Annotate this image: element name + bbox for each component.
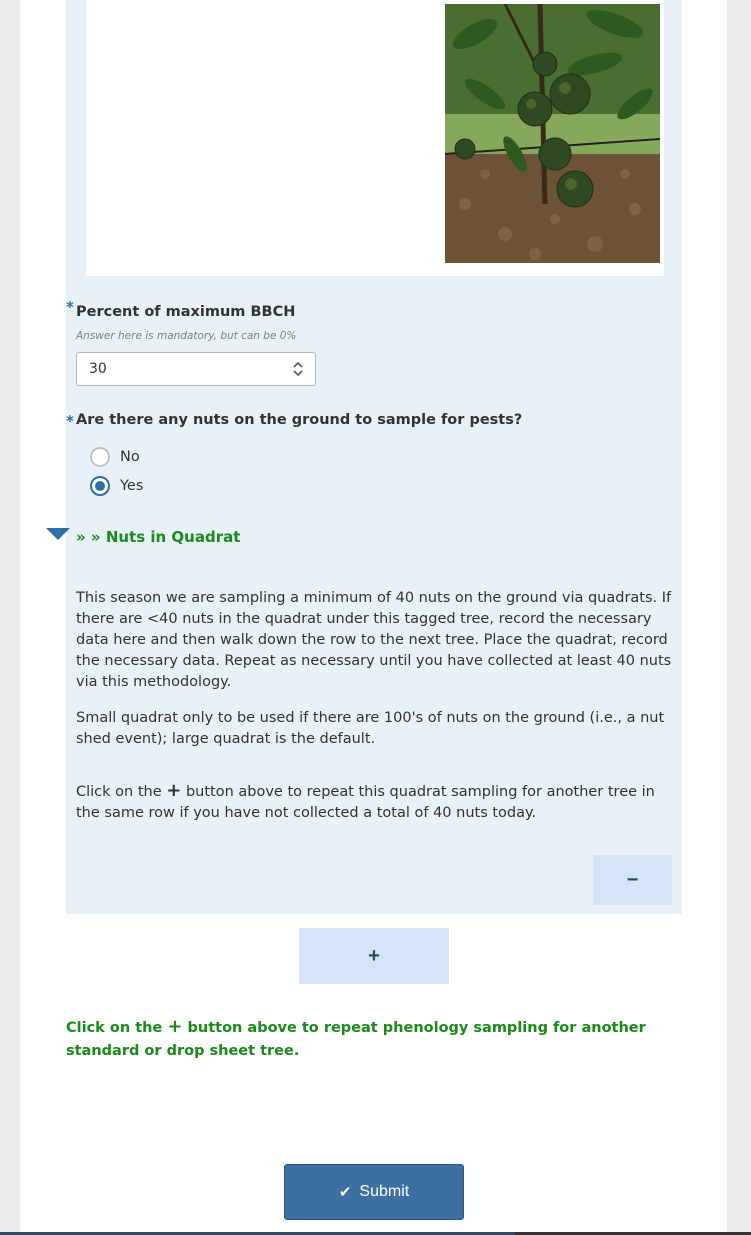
- phenology-repeat-note: [66, 1015, 686, 1063]
- spinner-icon[interactable]: [293, 360, 303, 378]
- percent-bbch-value: 30: [89, 361, 107, 377]
- para3-after: button above to repeat this quadrat sampling for another tree in the same row if you have not collected a total of 40 nuts today.: [76, 784, 655, 821]
- macadamia-photo: [445, 4, 660, 263]
- radio-option-yes[interactable]: [90, 476, 143, 496]
- radio-option-no[interactable]: [90, 447, 140, 467]
- remove-repeat-button[interactable]: −: [593, 855, 672, 905]
- required-marker: *: [66, 298, 74, 316]
- quadrat-instructions-1: This season we are sampling a minimum of 40 nuts on the ground via quadrats. If there are <40 nuts in the quadrat under this tagged tree, record the necessary data here and then walk down the row to the next tree. Place the quadrat, record the necessary data. Repeat as necessary until you have collected at least 40 nuts via this methodology.: [76, 590, 672, 690]
- plus-icon: +: [166, 780, 182, 801]
- nuts-ground-label: Are there any nuts on the ground to sample for pests?: [76, 412, 523, 428]
- collapse-triangle-icon[interactable]: [46, 528, 70, 540]
- radio-yes[interactable]: [90, 476, 110, 496]
- quadrat-section-title[interactable]: » » Nuts in Quadrat: [76, 528, 241, 546]
- image-card: [86, 0, 664, 276]
- quadrat-instructions-3: [76, 780, 676, 824]
- form-page: [20, 0, 727, 1235]
- note-before: Click on the: [66, 1020, 163, 1036]
- check-icon: ✔: [338, 1184, 352, 1201]
- radio-yes-label: Yes: [120, 478, 144, 494]
- radio-no[interactable]: [90, 447, 110, 467]
- add-repeat-button[interactable]: +: [299, 928, 449, 984]
- plus-icon-note: +: [167, 1016, 183, 1037]
- submit-button[interactable]: [284, 1164, 464, 1220]
- required-marker-nuts: *: [66, 412, 74, 430]
- percent-bbch-hint: Answer here is mandatory, but can be 0%: [76, 330, 297, 342]
- radio-no-label: No: [120, 449, 140, 465]
- repeat-group-phenology: [66, 0, 682, 914]
- quadrat-instructions-2: Small quadrat only to be used if there are 100's of nuts on the ground (i.e., a nut shed event); large quadrat is the default.: [76, 710, 665, 747]
- percent-bbch-label: Percent of maximum BBCH: [76, 304, 296, 320]
- para3-before: Click on the: [76, 784, 162, 800]
- percent-bbch-input[interactable]: [76, 352, 316, 386]
- note-after: button above to repeat phenology sampling for another standard or drop sheet tree.: [66, 1020, 646, 1059]
- submit-label: Submit: [359, 1183, 410, 1200]
